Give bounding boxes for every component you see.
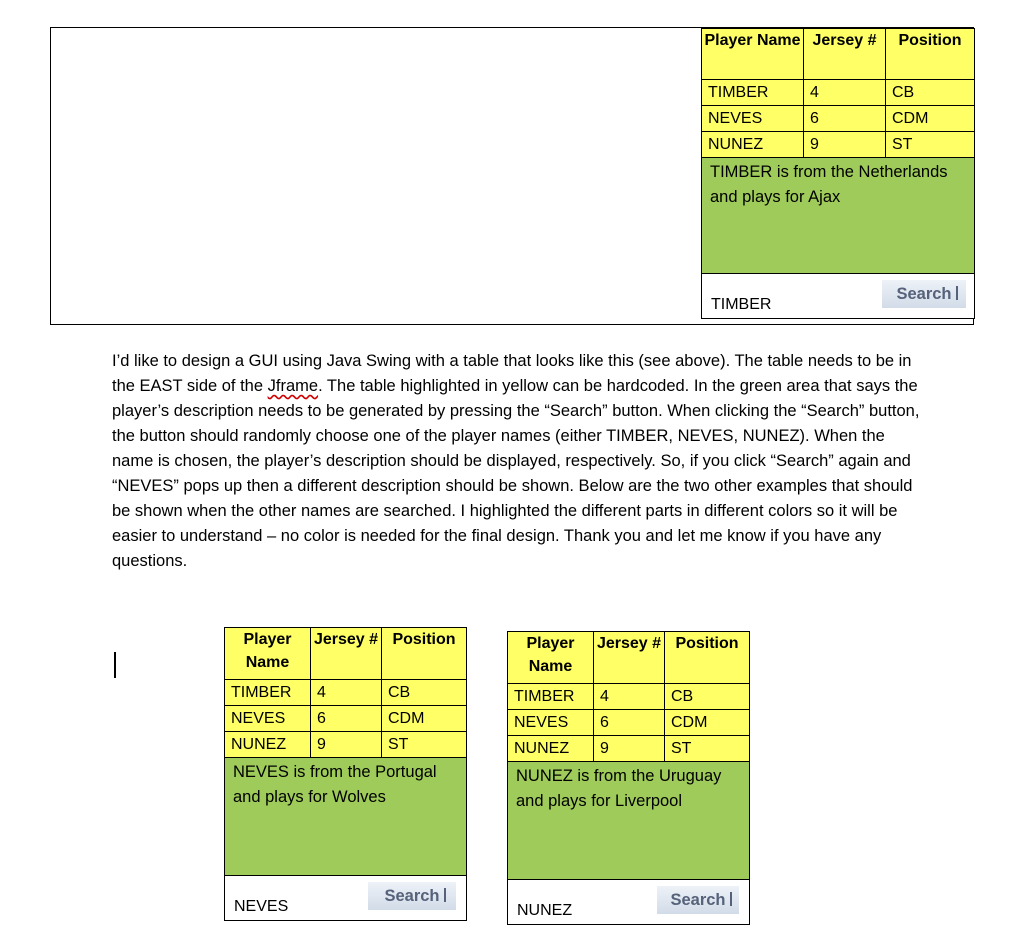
position-header: Position (382, 628, 467, 680)
table-row (508, 736, 750, 762)
request-paragraph (112, 349, 922, 574)
player-name-header: Player Name (702, 29, 804, 80)
jersey-cell: 4 (594, 684, 665, 710)
player-name-header: Player Name (225, 628, 311, 680)
paragraph-text-start: I’d like to design a GUI using Java Swing with a table that looks like this (see above). The table needs to be in the EAST side of the (112, 352, 912, 395)
player-name-cell: NEVES (225, 706, 311, 732)
paragraph-text-end: . The table highlighted in yellow can be hardcoded. In the green area that says the player’s description needs to be generated by pressing the “Search” button. When clicking the “Search” button, the button should randomly choose one of the player names (either TIMBER, NEVES, NUNEZ). When the name is chosen, the player’s description should be displayed, respectively. So, if you click “Search” again and “NEVES” pops up then a different description should be shown. Below are the two other examples that should be shown when the other names are searched. I highlighted the different parts in different colors so it will be easier to understand – no color is needed for the final design. Thank you and let me know if you have any questions. (112, 377, 920, 570)
player-name-cell: TIMBER (225, 680, 311, 706)
jersey-cell: 6 (311, 706, 382, 732)
player-name-cell: NEVES (702, 106, 804, 132)
jersey-cell: 4 (311, 680, 382, 706)
search-button[interactable]: Search (882, 280, 966, 308)
table-row (225, 680, 467, 706)
position-cell: CDM (665, 710, 750, 736)
player-name-cell: TIMBER (508, 684, 594, 710)
selected-name-field: NUNEZ (517, 902, 573, 919)
table-header-row (702, 29, 975, 80)
search-row (702, 274, 975, 319)
table-row (702, 80, 975, 106)
jersey-header: Jersey # (804, 29, 886, 80)
table-row (225, 732, 467, 758)
table-header-row (508, 632, 750, 684)
selected-name-field: NEVES (234, 898, 289, 915)
position-header: Position (665, 632, 750, 684)
position-header: Position (886, 29, 975, 80)
position-cell: CB (382, 680, 467, 706)
jersey-cell: 4 (804, 80, 886, 106)
jersey-header: Jersey # (311, 628, 382, 680)
table-row (508, 684, 750, 710)
player-table-neves (224, 627, 467, 921)
player-description: TIMBER is from the Netherlands and plays for Ajax (702, 158, 975, 274)
player-name-cell: TIMBER (702, 80, 804, 106)
table-row (702, 106, 975, 132)
player-description: NUNEZ is from the Uruguay and plays for Liverpool (508, 762, 750, 880)
position-cell: CB (886, 80, 975, 106)
jersey-cell: 9 (311, 732, 382, 758)
jersey-cell: 9 (804, 132, 886, 158)
spellcheck-word: Jframe (267, 377, 319, 395)
player-name-cell: NEVES (508, 710, 594, 736)
description-row (225, 758, 467, 876)
player-table-timber (701, 28, 975, 319)
player-name-cell: NUNEZ (702, 132, 804, 158)
search-button[interactable]: Search (657, 886, 739, 914)
position-cell: ST (886, 132, 975, 158)
jersey-cell: 6 (804, 106, 886, 132)
search-button[interactable]: Search (368, 882, 456, 910)
position-cell: CDM (382, 706, 467, 732)
jersey-cell: 6 (594, 710, 665, 736)
position-cell: ST (665, 736, 750, 762)
description-row (508, 762, 750, 880)
player-name-cell: NUNEZ (508, 736, 594, 762)
text-cursor (114, 652, 116, 678)
position-cell: CDM (886, 106, 975, 132)
selected-name-field: TIMBER (711, 296, 772, 313)
player-table-nunez (507, 631, 750, 925)
search-row (508, 880, 750, 925)
table-row (702, 132, 975, 158)
jersey-cell: 9 (594, 736, 665, 762)
table-row (508, 710, 750, 736)
position-cell: CB (665, 684, 750, 710)
player-description: NEVES is from the Portugal and plays for Wolves (225, 758, 467, 876)
table-row (225, 706, 467, 732)
player-name-cell: NUNEZ (225, 732, 311, 758)
table-header-row (225, 628, 467, 680)
jersey-header: Jersey # (594, 632, 665, 684)
player-name-header: Player Name (508, 632, 594, 684)
search-row (225, 876, 467, 921)
position-cell: ST (382, 732, 467, 758)
description-row (702, 158, 975, 274)
